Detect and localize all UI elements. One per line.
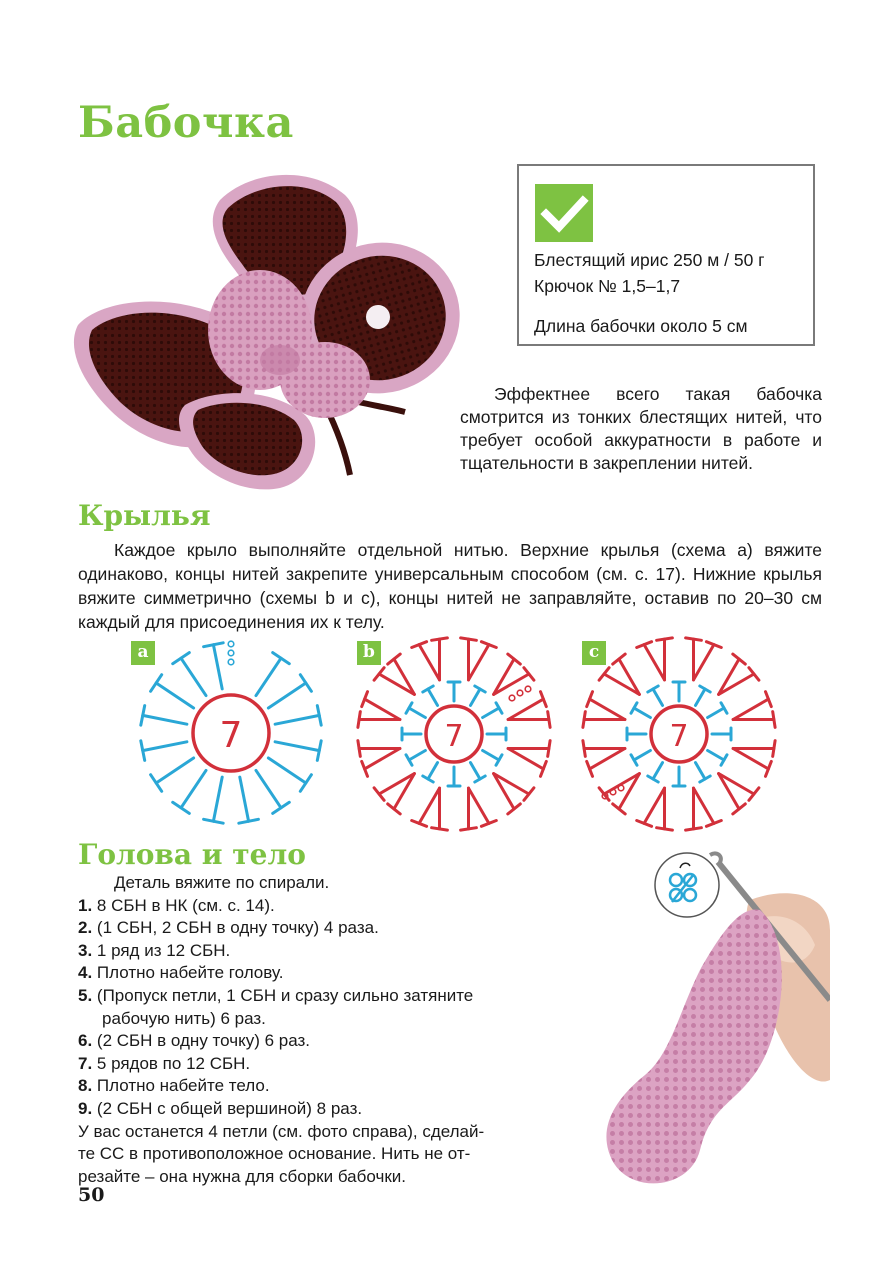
step-item [78, 985, 570, 1008]
wings-paragraph [78, 538, 822, 634]
intro-text: Эффектнее всего такая бабочка смотрится из тонких блестящих нитей, что требует особой аккуратности в работе и тщательности в закреплении нитей. [460, 384, 822, 473]
step-text: рабочую нить) 6 раз. [102, 1008, 266, 1028]
diagram-b [352, 636, 562, 841]
wings-text: Каждое крыло выполняйте отдельной нитью. Верхние крылья (схема a) вяжите одинаково, концы нитей закрепите универсальным способом (см. с. 17). Нижние крылья вяжите симметрично (схемы b и c), концы нитей не заправляйте, оставив по 20–30 см каждый для присоединения их к телу. [78, 540, 822, 632]
checkmark-icon [535, 184, 593, 242]
step-number: 3. [78, 940, 97, 960]
body-lead: Деталь вяжите по спирали. [114, 873, 330, 892]
step-item [78, 895, 570, 918]
step-text: (Пропуск петли, 1 СБН и сразу сильно затяните [96, 985, 474, 1005]
diagram-a-center: 7 [219, 715, 243, 756]
diagram-b-center: 7 [444, 719, 464, 754]
step-number: 7. [78, 1053, 97, 1073]
step-text: 8 СБН в НК (см. с. 14). [96, 895, 275, 915]
step-number: 8. [78, 1076, 97, 1096]
diagram-c [577, 636, 787, 841]
closing-line: резайте – она нужна для сборки бабочки. [78, 1166, 406, 1186]
wings-heading: Крылья [78, 499, 211, 532]
materials-box [517, 164, 815, 346]
butterfly-photo [60, 150, 460, 500]
hook-info: Крючок № 1,5–1,7 [534, 276, 681, 296]
step-item [78, 1075, 570, 1098]
closing-text [78, 1121, 570, 1189]
step-item [78, 1098, 570, 1121]
diagram-c-center: 7 [669, 719, 689, 754]
body-heading: Голова и тело [78, 838, 306, 871]
crochet-body-photo [590, 850, 830, 1210]
step-item [78, 917, 570, 940]
step-number: 4. [78, 963, 97, 983]
step-number: 9. [78, 1098, 97, 1118]
step-item [78, 962, 570, 985]
step-text: Плотно набейте тело. [96, 1076, 270, 1096]
size-info: Длина бабочки около 5 см [534, 316, 748, 336]
diagram-a [128, 636, 338, 836]
step-number: 2. [78, 918, 97, 938]
diagram-a-label: a [131, 641, 155, 665]
step-number: 5. [78, 985, 97, 1005]
diagram-b-label: b [357, 641, 381, 665]
step-item [78, 1053, 570, 1076]
diagram-c-label: c [582, 641, 606, 665]
step-number: 1. [78, 895, 97, 915]
closing-line: те СС в противоположное основание. Нить не от- [78, 1144, 471, 1164]
page-title: Бабочка [78, 98, 294, 148]
step-text: (1 СБН, 2 СБН в одну точку) 4 раза. [96, 918, 379, 938]
step-text: 1 ряд из 12 СБН. [96, 940, 231, 960]
steps-list [78, 895, 570, 1121]
yarn-info: Блестящий ирис 250 м / 50 г [534, 250, 765, 270]
step-text: (2 СБН с общей вершиной) 8 раз. [96, 1098, 363, 1118]
step-text: (2 СБН в одну точку) 6 раз. [96, 1031, 311, 1051]
step-item [78, 1008, 570, 1031]
page-number: 50 [78, 1184, 105, 1206]
closing-line: У вас останется 4 петли (см. фото справа), сделай- [78, 1121, 485, 1141]
step-text: 5 рядов по 12 СБН. [96, 1053, 251, 1073]
step-item [78, 940, 570, 963]
step-number: 6. [78, 1031, 97, 1051]
step-text: Плотно набейте голову. [96, 963, 284, 983]
step-item [78, 1030, 570, 1053]
body-steps [78, 872, 570, 1188]
intro-paragraph [460, 383, 822, 475]
